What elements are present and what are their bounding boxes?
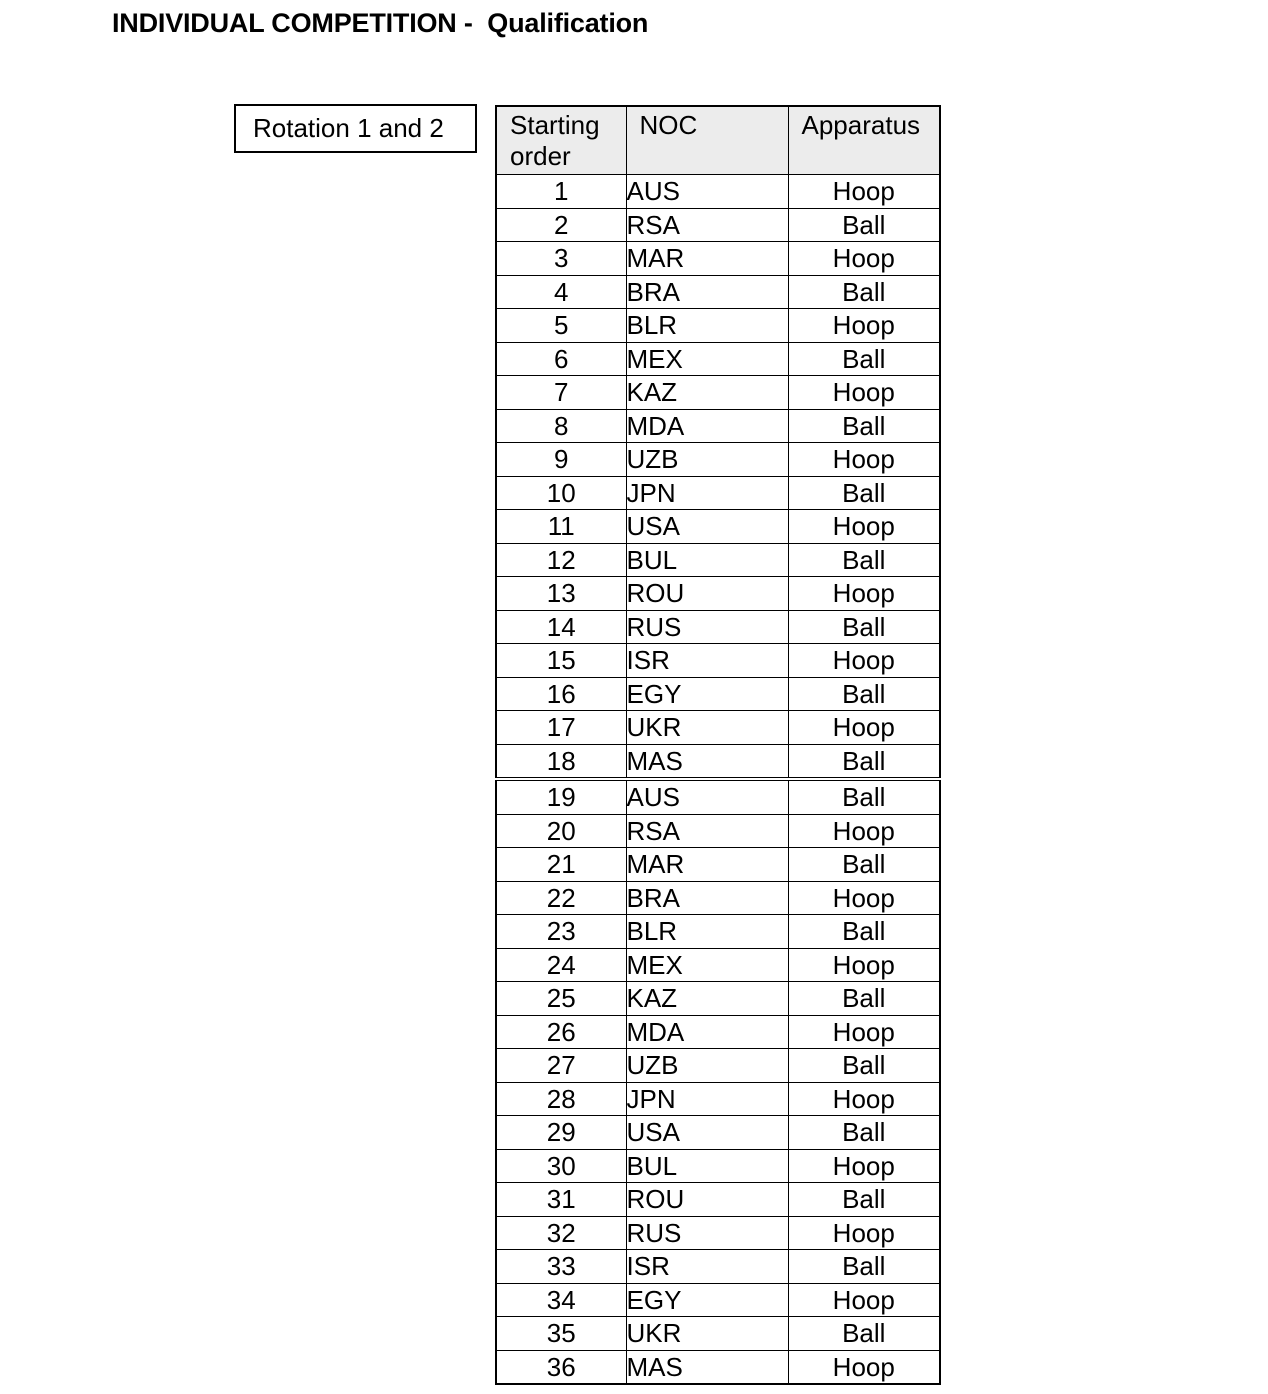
noc-cell: BUL bbox=[626, 1149, 788, 1183]
apparatus-cell: Hoop bbox=[788, 175, 940, 209]
apparatus-cell: Hoop bbox=[788, 1149, 940, 1183]
table-row bbox=[496, 1183, 940, 1217]
noc-cell: MAR bbox=[626, 848, 788, 882]
starting-order-cell: 28 bbox=[496, 1082, 626, 1116]
starting-order-cell: 12 bbox=[496, 543, 626, 577]
noc-cell: USA bbox=[626, 510, 788, 544]
table-row bbox=[496, 1350, 940, 1384]
noc-cell: USA bbox=[626, 1116, 788, 1150]
starting-order-cell: 5 bbox=[496, 309, 626, 343]
table-row bbox=[496, 915, 940, 949]
table-row bbox=[496, 342, 940, 376]
table-row bbox=[496, 610, 940, 644]
starting-order-cell: 9 bbox=[496, 443, 626, 477]
table-row bbox=[496, 814, 940, 848]
apparatus-cell: Ball bbox=[788, 677, 940, 711]
noc-cell: UZB bbox=[626, 1049, 788, 1083]
noc-cell: MEX bbox=[626, 948, 788, 982]
table-row bbox=[496, 677, 940, 711]
table-row bbox=[496, 275, 940, 309]
starting-order-cell: 1 bbox=[496, 175, 626, 209]
table-row bbox=[496, 510, 940, 544]
apparatus-cell: Ball bbox=[788, 915, 940, 949]
noc-cell: RSA bbox=[626, 814, 788, 848]
apparatus-cell: Hoop bbox=[788, 376, 940, 410]
starting-order-cell: 22 bbox=[496, 881, 626, 915]
apparatus-cell: Hoop bbox=[788, 510, 940, 544]
starting-order-cell: 3 bbox=[496, 242, 626, 276]
noc-cell: RUS bbox=[626, 1216, 788, 1250]
table-row bbox=[496, 1116, 940, 1150]
apparatus-cell: Ball bbox=[788, 1317, 940, 1351]
apparatus-cell: Ball bbox=[788, 744, 940, 779]
starting-order-cell: 16 bbox=[496, 677, 626, 711]
header-noc: NOC bbox=[626, 106, 788, 175]
starting-order-cell: 14 bbox=[496, 610, 626, 644]
apparatus-cell: Ball bbox=[788, 275, 940, 309]
table-row bbox=[496, 175, 940, 209]
noc-cell: UKR bbox=[626, 711, 788, 745]
starting-order-cell: 11 bbox=[496, 510, 626, 544]
table-row bbox=[496, 208, 940, 242]
starting-order-cell: 26 bbox=[496, 1015, 626, 1049]
noc-cell: KAZ bbox=[626, 982, 788, 1016]
noc-cell: MAS bbox=[626, 1350, 788, 1384]
noc-cell: JPN bbox=[626, 476, 788, 510]
table-row bbox=[496, 1216, 940, 1250]
table-row bbox=[496, 1149, 940, 1183]
starting-order-cell: 17 bbox=[496, 711, 626, 745]
starting-order-cell: 19 bbox=[496, 779, 626, 814]
starting-order-cell: 33 bbox=[496, 1250, 626, 1284]
apparatus-cell: Ball bbox=[788, 342, 940, 376]
noc-cell: ROU bbox=[626, 1183, 788, 1217]
noc-cell: BRA bbox=[626, 881, 788, 915]
table-row bbox=[496, 443, 940, 477]
table-row bbox=[496, 309, 940, 343]
noc-cell: RSA bbox=[626, 208, 788, 242]
page-title: INDIVIDUAL COMPETITION - Qualification bbox=[112, 8, 649, 38]
table-row bbox=[496, 376, 940, 410]
starting-order-cell: 2 bbox=[496, 208, 626, 242]
table-row bbox=[496, 881, 940, 915]
table-row bbox=[496, 577, 940, 611]
apparatus-cell: Hoop bbox=[788, 1015, 940, 1049]
table-row bbox=[496, 1015, 940, 1049]
apparatus-cell: Hoop bbox=[788, 1216, 940, 1250]
starting-order-cell: 6 bbox=[496, 342, 626, 376]
noc-cell: ISR bbox=[626, 644, 788, 678]
apparatus-cell: Hoop bbox=[788, 1082, 940, 1116]
noc-cell: JPN bbox=[626, 1082, 788, 1116]
rotation-label: Rotation 1 and 2 bbox=[253, 113, 444, 143]
starting-order-cell: 34 bbox=[496, 1283, 626, 1317]
apparatus-cell: Hoop bbox=[788, 309, 940, 343]
table-row bbox=[496, 982, 940, 1016]
table-row bbox=[496, 409, 940, 443]
header-apparatus: Apparatus bbox=[788, 106, 940, 175]
table-row bbox=[496, 644, 940, 678]
table-row bbox=[496, 1317, 940, 1351]
apparatus-cell: Ball bbox=[788, 610, 940, 644]
apparatus-cell: Ball bbox=[788, 1049, 940, 1083]
starting-order-cell: 24 bbox=[496, 948, 626, 982]
apparatus-cell: Ball bbox=[788, 982, 940, 1016]
apparatus-cell: Ball bbox=[788, 476, 940, 510]
apparatus-cell: Hoop bbox=[788, 644, 940, 678]
apparatus-cell: Hoop bbox=[788, 881, 940, 915]
noc-cell: EGY bbox=[626, 677, 788, 711]
apparatus-cell: Hoop bbox=[788, 1283, 940, 1317]
apparatus-cell: Hoop bbox=[788, 443, 940, 477]
noc-cell: ROU bbox=[626, 577, 788, 611]
noc-cell: AUS bbox=[626, 175, 788, 209]
apparatus-cell: Hoop bbox=[788, 1350, 940, 1384]
noc-cell: AUS bbox=[626, 779, 788, 814]
apparatus-cell: Hoop bbox=[788, 948, 940, 982]
apparatus-cell: Ball bbox=[788, 1116, 940, 1150]
apparatus-cell: Hoop bbox=[788, 814, 940, 848]
starting-order-cell: 23 bbox=[496, 915, 626, 949]
apparatus-cell: Hoop bbox=[788, 242, 940, 276]
rotation-label-box bbox=[234, 104, 477, 153]
noc-cell: MDA bbox=[626, 409, 788, 443]
starting-order-cell: 7 bbox=[496, 376, 626, 410]
table-header-row bbox=[496, 106, 940, 175]
starting-order-cell: 4 bbox=[496, 275, 626, 309]
noc-cell: UKR bbox=[626, 1317, 788, 1351]
table-row bbox=[496, 1250, 940, 1284]
starting-order-cell: 36 bbox=[496, 1350, 626, 1384]
noc-cell: KAZ bbox=[626, 376, 788, 410]
table-row bbox=[496, 1283, 940, 1317]
noc-cell: MAS bbox=[626, 744, 788, 779]
noc-cell: BUL bbox=[626, 543, 788, 577]
table-row bbox=[496, 1049, 940, 1083]
starting-order-cell: 30 bbox=[496, 1149, 626, 1183]
apparatus-cell: Ball bbox=[788, 848, 940, 882]
starting-order-cell: 21 bbox=[496, 848, 626, 882]
table-row bbox=[496, 711, 940, 745]
table-row bbox=[496, 543, 940, 577]
apparatus-cell: Ball bbox=[788, 208, 940, 242]
starting-order-cell: 20 bbox=[496, 814, 626, 848]
table-body bbox=[496, 175, 940, 1385]
table-row bbox=[496, 744, 940, 779]
starting-order-cell: 31 bbox=[496, 1183, 626, 1217]
starting-order-cell: 18 bbox=[496, 744, 626, 779]
noc-cell: EGY bbox=[626, 1283, 788, 1317]
apparatus-cell: Hoop bbox=[788, 577, 940, 611]
noc-cell: RUS bbox=[626, 610, 788, 644]
apparatus-cell: Ball bbox=[788, 1183, 940, 1217]
apparatus-cell: Hoop bbox=[788, 711, 940, 745]
noc-cell: BLR bbox=[626, 915, 788, 949]
starting-order-cell: 32 bbox=[496, 1216, 626, 1250]
starting-order-cell: 15 bbox=[496, 644, 626, 678]
table-row bbox=[496, 848, 940, 882]
starting-order-cell: 25 bbox=[496, 982, 626, 1016]
apparatus-cell: Ball bbox=[788, 409, 940, 443]
noc-cell: MDA bbox=[626, 1015, 788, 1049]
starting-order-cell: 27 bbox=[496, 1049, 626, 1083]
table-row bbox=[496, 779, 940, 814]
starting-order-cell: 29 bbox=[496, 1116, 626, 1150]
starting-order-cell: 8 bbox=[496, 409, 626, 443]
noc-cell: BLR bbox=[626, 309, 788, 343]
noc-cell: UZB bbox=[626, 443, 788, 477]
apparatus-cell: Ball bbox=[788, 543, 940, 577]
noc-cell: MAR bbox=[626, 242, 788, 276]
table-row bbox=[496, 476, 940, 510]
table-row bbox=[496, 1082, 940, 1116]
table-row bbox=[496, 948, 940, 982]
starting-order-cell: 10 bbox=[496, 476, 626, 510]
starting-order-cell: 35 bbox=[496, 1317, 626, 1351]
noc-cell: ISR bbox=[626, 1250, 788, 1284]
noc-cell: MEX bbox=[626, 342, 788, 376]
starting-order-cell: 13 bbox=[496, 577, 626, 611]
apparatus-cell: Ball bbox=[788, 1250, 940, 1284]
apparatus-cell: Ball bbox=[788, 779, 940, 814]
header-starting-order: Starting order bbox=[496, 106, 626, 175]
table-row bbox=[496, 242, 940, 276]
noc-cell: BRA bbox=[626, 275, 788, 309]
qualification-start-list-table bbox=[495, 105, 941, 1385]
